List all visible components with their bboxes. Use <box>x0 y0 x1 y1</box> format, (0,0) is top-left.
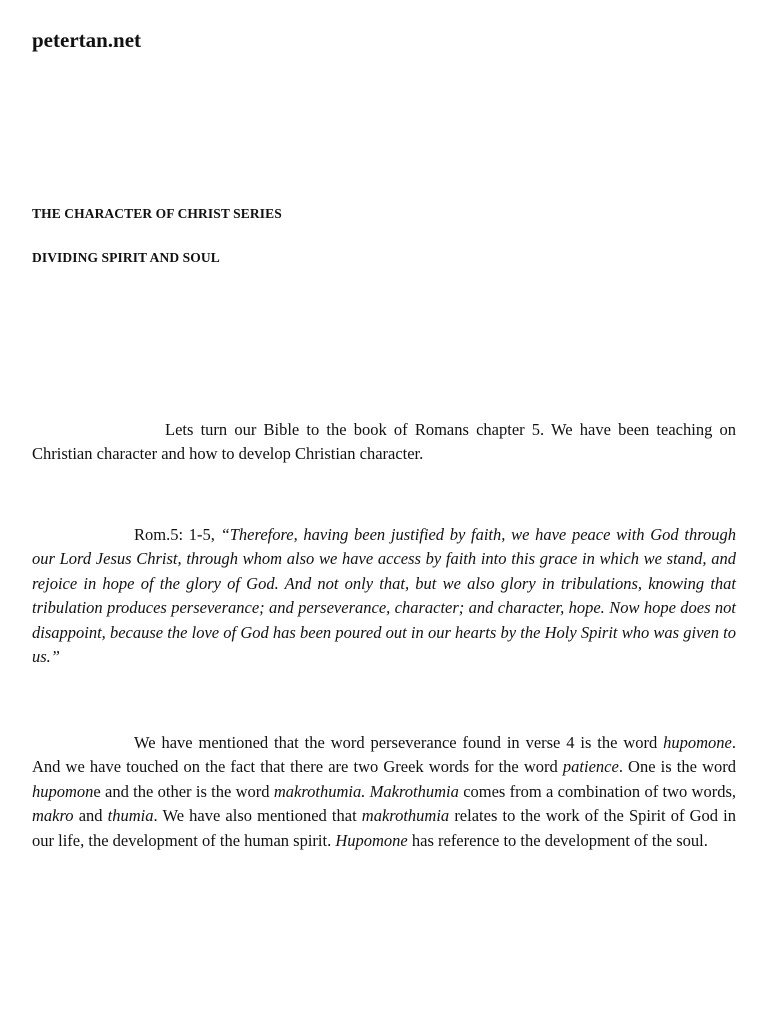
text-run: . And we have touched on the fact that there are two Greek words for the word <box>32 733 736 777</box>
emphasis-word: patience <box>562 757 619 777</box>
greek-word: makrothumia. Makrothumia <box>273 781 459 801</box>
greek-word: hupomone <box>663 733 732 752</box>
intro-text: Lets turn our Bible to the book of Romans chapter 5. We have been teaching on Christian character and how to develop Christian character. <box>32 420 736 464</box>
sermon-title: DIVIDING SPIRIT AND SOUL <box>32 250 220 265</box>
text-run: We have mentioned that the word perseverance found in verse 4 is the word <box>134 733 664 752</box>
scripture-quote: “Therefore, having been justified by faith, we have peace with God through our Lord Jesus Christ, through whom also we have access by faith into this grace in which we stand, and rejoice in hope of the glory of God. And not only that, but we also glory in tribulations, knowing that tribulation produces perseverance; and perseverance, character; and character, hope. Now hope does not disappoint, because the love of God has been poured out in our hearts by the Holy Spirit who was given to us.” <box>32 525 736 667</box>
text-run: relates to the work of the Spirit of God in our life, the development of the human spirit. <box>32 806 737 850</box>
explanation-paragraph <box>32 731 736 853</box>
text-run: has reference to the development of the soul. <box>407 830 708 850</box>
text-run: e and the other is the word <box>93 781 274 801</box>
site-title: petertan.net <box>32 28 142 52</box>
greek-word: Hupomone <box>335 830 408 850</box>
scripture-reference: Rom.5: 1-5, <box>134 525 221 544</box>
greek-word: thumia <box>107 806 154 826</box>
text-run: and <box>73 806 108 826</box>
text-run: . We have also mentioned that <box>153 806 362 826</box>
greek-word: makrothumia <box>361 806 450 826</box>
greek-word: makro <box>32 806 74 826</box>
text-run: . One is the word <box>618 757 736 777</box>
series-heading: THE CHARACTER OF CHRIST SERIES <box>32 206 282 221</box>
scripture-paragraph <box>32 523 736 669</box>
text-run: comes from a combination of two words, <box>458 781 737 801</box>
greek-word: hupomon <box>32 781 94 801</box>
intro-paragraph <box>32 418 736 467</box>
